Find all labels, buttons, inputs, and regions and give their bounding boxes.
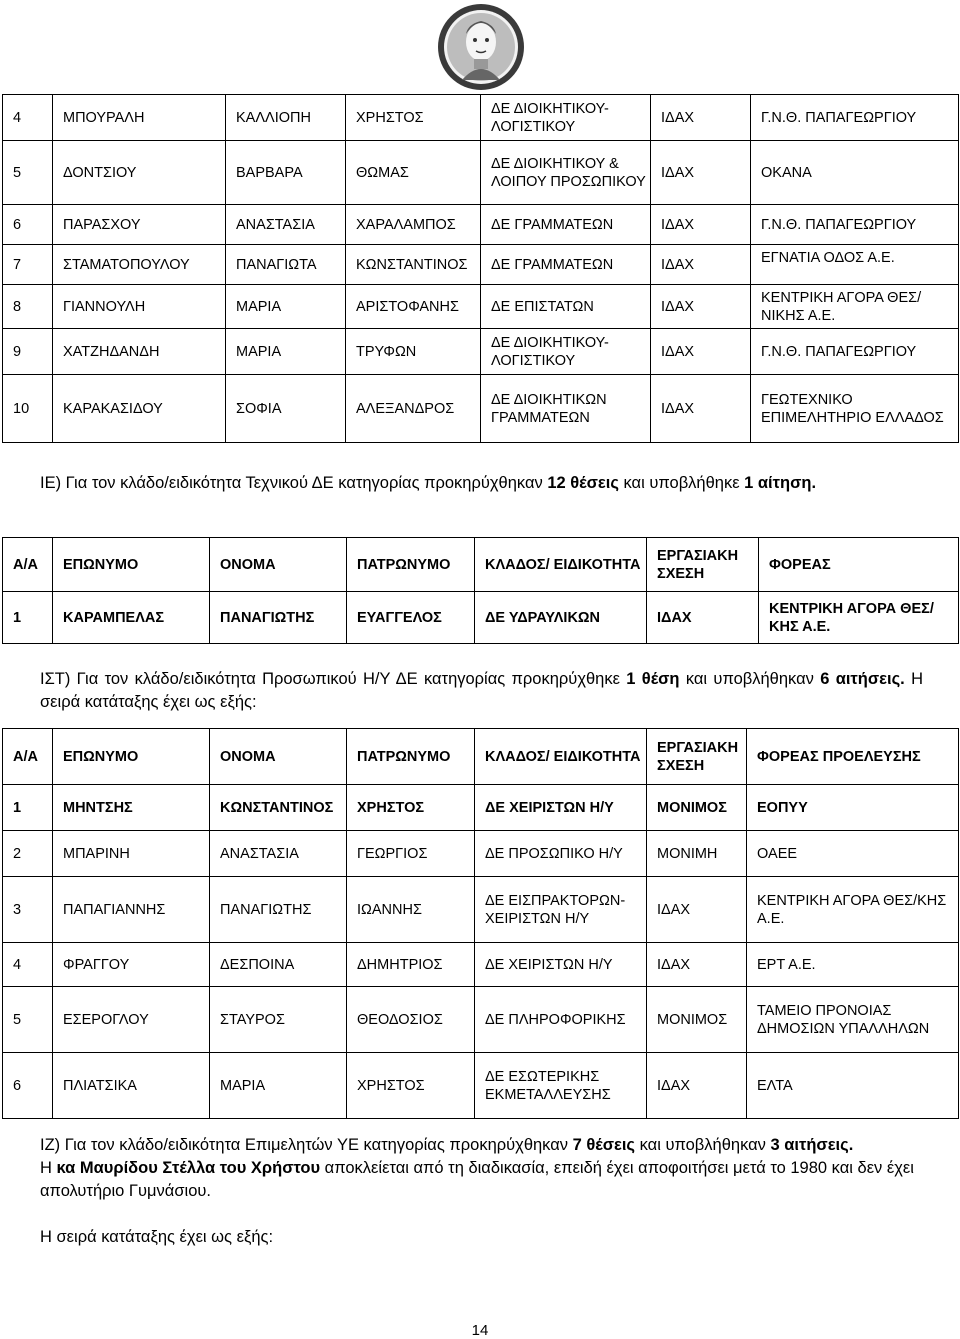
table-technical — [2, 537, 959, 644]
table-continued — [2, 94, 959, 443]
table-row: 2 ΜΠΑΡΙΝΗ ΑΝΑΣΤΑΣΙΑ ΓΕΩΡΓΙΟΣ ΔΕ ΠΡΟΣΩΠΙΚΟ Η/Υ ΜΟΝΙΜΗ ΟΑΕΕ — [3, 831, 959, 877]
section-iz-paragraph — [40, 1134, 923, 1249]
table-row: 6 ΠΑΡΑΣΧΟΥ ΑΝΑΣΤΑΣΙΑ ΧΑΡΑΛΑΜΠΟΣ ΔΕ ΓΡΑΜΜΑΤΕΩΝ ΙΔΑΧ Γ.Ν.Θ. ΠΑΠΑΓΕΩΡΓΙΟΥ — [3, 205, 959, 245]
table-row: 5 ΔΟΝΤΣΙΟΥ ΒΑΡΒΑΡΑ ΘΩΜΑΣ ΔΕ ΔΙΟΙΚΗΤΙΚΟΥ & ΛΟΙΠΟΥ ΠΡΟΣΩΠΙΚΟΥ ΙΔΑΧ ΟΚΑΝΑ — [3, 141, 959, 205]
table-row: 4 ΦΡΑΓΓΟΥ ΔΕΣΠΟΙΝΑ ΔΗΜΗΤΡΙΟΣ ΔΕ ΧΕΙΡΙΣΤΩΝ Η/Υ ΙΔΑΧ ΕΡΤ Α.Ε. — [3, 943, 959, 987]
table-row: 7 ΣΤΑΜΑΤΟΠΟΥΛΟΥ ΠΑΝΑΓΙΩΤΑ ΚΩΝΣΤΑΝΤΙΝΟΣ ΔΕ ΓΡΑΜΜΑΤΕΩΝ ΙΔΑΧ ΕΓΝΑΤΙΑ ΟΔΟΣ Α.Ε. — [3, 245, 959, 285]
page-number: 14 — [471, 1322, 489, 1339]
table-header-row: Α/Α ΕΠΩΝΥΜΟ ΟΝΟΜΑ ΠΑΤΡΩΝΥΜΟ ΚΛΑΔΟΣ/ ΕΙΔΙΚΟΤΗΤΑ ΕΡΓΑΣΙΑΚΗ ΣΧΕΣΗ ΦΟΡΕΑΣ — [3, 538, 959, 592]
university-seal-icon — [436, 2, 526, 92]
section-iz-line3: Η σειρά κατάταξης έχει ως εξής: — [40, 1228, 274, 1246]
table-row: 1 ΜΗΝΤΣΗΣ ΚΩΝΣΤΑΝΤΙΝΟΣ ΧΡΗΣΤΟΣ ΔΕ ΧΕΙΡΙΣΤΩΝ Η/Υ ΜΟΝΙΜΟΣ ΕΟΠΥΥ — [3, 785, 959, 831]
table-row: 10 ΚΑΡΑΚΑΣΙΔΟΥ ΣΟΦΙΑ ΑΛΕΞΑΝΔΡΟΣ ΔΕ ΔΙΟΙΚΗΤΙΚΩΝ ΓΡΑΜΜΑΤΕΩΝ ΙΔΑΧ ΓΕΩΤΕΧΝΙΚΟ ΕΠΙΜΕΛΗΤΗΡΙΟ ΕΛΛΑΔΟΣ — [3, 375, 959, 443]
table-row: 1 ΚΑΡΑΜΠΕΛΑΣ ΠΑΝΑΓΙΩΤΗΣ ΕΥΑΓΓΕΛΟΣ ΔΕ ΥΔΡΑΥΛΙΚΩΝ ΙΔΑΧ ΚΕΝΤΡΙΚΗ ΑΓΟΡΑ ΘΕΣ/ΚΗΣ Α.Ε. — [3, 592, 959, 644]
table-header-row: Α/Α ΕΠΩΝΥΜΟ ΟΝΟΜΑ ΠΑΤΡΩΝΥΜΟ ΚΛΑΔΟΣ/ ΕΙΔΙΚΟΤΗΤΑ ΕΡΓΑΣΙΑΚΗ ΣΧΕΣΗ ΦΟΡΕΑΣ ΠΡΟΕΛΕΥΣΗΣ — [3, 729, 959, 785]
table-row: 9 ΧΑΤΖΗΔΑΝΔΗ ΜΑΡΙΑ ΤΡΥΦΩΝ ΔΕ ΔΙΟΙΚΗΤΙΚΟΥ-ΛΟΓΙΣΤΙΚΟΥ ΙΔΑΧ Γ.Ν.Θ. ΠΑΠΑΓΕΩΡΓΙΟΥ — [3, 329, 959, 375]
table-row: 3 ΠΑΠΑΓΙΑΝΝΗΣ ΠΑΝΑΓΙΩΤΗΣ ΙΩΑΝΝΗΣ ΔΕ ΕΙΣΠΡΑΚΤΟΡΩΝ-ΧΕΙΡΙΣΤΩΝ Η/Υ ΙΔΑΧ ΚΕΝΤΡΙΚΗ ΑΓΟΡΑ ΘΕΣ/ΚΗΣ Α.Ε. — [3, 877, 959, 943]
section-iz-line2: Η κα Μαυρίδου Στέλλα του Χρήστου αποκλείεται από τη διαδικασία, επειδή έχει αποφοιτήσει μετά το 1980 και δεν έχει απολυτήριο Γυμνάσιου. — [40, 1159, 914, 1200]
section-ist-paragraph: ΙΣΤ) Για τον κλάδο/ειδικότητα Προσωπικού Η/Υ ΔΕ κατηγορίας προκηρύχθηκε 1 θέση και υποβλήθηκαν 6 αιτήσεις. Η σειρά κατάταξης έχει ως εξής: — [40, 670, 923, 711]
table-row: 8 ΓΙΑΝΝΟΥΛΗ ΜΑΡΙΑ ΑΡΙΣΤΟΦΑΝΗΣ ΔΕ ΕΠΙΣΤΑΤΩΝ ΙΔΑΧ ΚΕΝΤΡΙΚΗ ΑΓΟΡΑ ΘΕΣ/ΝΙΚΗΣ Α.Ε. — [3, 285, 959, 329]
table-row: 4 ΜΠΟΥΡΑΛΗ ΚΑΛΛΙΟΠΗ ΧΡΗΣΤΟΣ ΔΕ ΔΙΟΙΚΗΤΙΚΟΥ-ΛΟΓΙΣΤΙΚΟΥ ΙΔΑΧ Γ.Ν.Θ. ΠΑΠΑΓΕΩΡΓΙΟΥ — [3, 95, 959, 141]
section-iz-line1: ΙΖ) Για τον κλάδο/ειδικότητα Επιμελητών ΥΕ κατηγορίας προκηρύχθηκαν 7 θέσεις και υποβλήθηκαν 3 αιτήσεις. — [40, 1136, 854, 1154]
table-computer-staff — [2, 728, 959, 1119]
table-row: 6 ΠΛΙΑΤΣΙΚΑ ΜΑΡΙΑ ΧΡΗΣΤΟΣ ΔΕ ΕΣΩΤΕΡΙΚΗΣ ΕΚΜΕΤΑΛΛΕΥΣΗΣ ΙΔΑΧ ΕΛΤΑ — [3, 1053, 959, 1119]
section-ie-paragraph: ΙΕ) Για τον κλάδο/ειδικότητα Τεχνικού ΔΕ κατηγορίας προκηρύχθηκαν 12 θέσεις και υποβλήθηκε 1 αίτηση. — [40, 474, 817, 492]
table-row: 5 ΕΣΕΡΟΓΛΟΥ ΣΤΑΥΡΟΣ ΘΕΟΔΟΣΙΟΣ ΔΕ ΠΛΗΡΟΦΟΡΙΚΗΣ ΜΟΝΙΜΟΣ ΤΑΜΕΙΟ ΠΡΟΝΟΙΑΣ ΔΗΜΟΣΙΩΝ ΥΠΑΛΛΗΛΩΝ — [3, 987, 959, 1053]
